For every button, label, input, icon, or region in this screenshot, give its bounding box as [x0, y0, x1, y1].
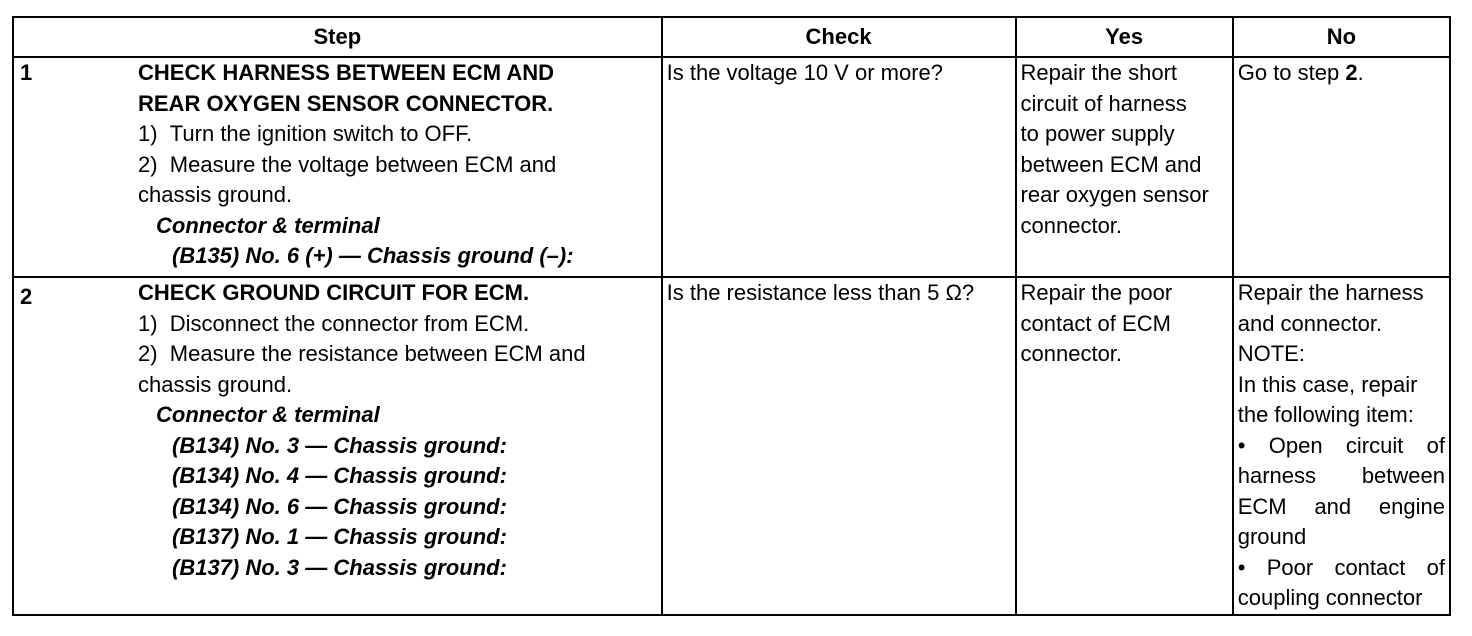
terminal-item: (B134) No. 4 — Chassis ground: [172, 463, 507, 488]
check-question: Is the resistance less than 5 Ω? [666, 280, 975, 305]
yes-cell [1016, 277, 1233, 615]
no-line: coupling connector [1237, 585, 1423, 610]
terminal-item: (B137) No. 1 — Chassis ground: [172, 524, 507, 549]
terminal-item: (B134) No. 6 — Chassis ground: [172, 493, 507, 519]
no-line: ECM and engine [1237, 493, 1445, 519]
no-line: • Poor contact of [1237, 554, 1445, 580]
yes-line: Repair the short [1020, 60, 1178, 85]
note-label: NOTE: [1237, 341, 1305, 366]
table-row [13, 57, 1450, 277]
no-line: Repair the harness [1237, 280, 1424, 305]
check-cell [662, 277, 1016, 615]
no-line: and connector. [1237, 310, 1383, 336]
no-line: ground [1237, 524, 1307, 549]
no-prefix: Go to step [1237, 60, 1346, 85]
header-check: Check [662, 17, 1016, 57]
no-text [1238, 58, 1445, 89]
step-cell [13, 57, 662, 277]
yes-line: rear oxygen sensor [1020, 182, 1209, 207]
header-no: No [1233, 17, 1450, 57]
instruction: 2) Measure the voltage between ECM and [138, 151, 557, 177]
terminal-item: (B135) No. 6 (+) — Chassis ground (–): [172, 243, 574, 268]
instruction: chassis ground. [138, 182, 293, 207]
header-step: Step [13, 17, 662, 57]
step-number: 2 [20, 284, 33, 309]
instruction: 2) Measure the resistance between ECM and [138, 341, 586, 366]
step-title: REAR OXYGEN SENSOR CONNECTOR. [138, 90, 554, 116]
table-row [13, 277, 1450, 615]
step-number: 1 [20, 60, 33, 85]
no-line: harness between [1237, 463, 1445, 488]
instruction: chassis ground. [138, 371, 293, 397]
connector-label: Connector & terminal [156, 212, 380, 238]
no-line: the following item: [1237, 402, 1414, 427]
no-cell [1233, 57, 1450, 277]
yes-line: connector. [1020, 341, 1123, 366]
header-row [13, 17, 1450, 57]
yes-line: Repair the poor [1020, 280, 1173, 305]
terminal-item: (B137) No. 3 — Chassis ground: [172, 554, 507, 580]
yes-line: between ECM and [1020, 151, 1202, 177]
instruction: 1) Turn the ignition switch to OFF. [138, 121, 473, 146]
instruction: 1) Disconnect the connector from ECM. [138, 310, 530, 336]
no-line: In this case, repair [1237, 371, 1418, 397]
yes-line: connector. [1020, 212, 1123, 238]
diagnostic-table [12, 16, 1451, 616]
check-question: Is the voltage 10 V or more? [666, 60, 943, 85]
no-suffix: . [1357, 60, 1364, 85]
no-cell [1233, 277, 1450, 615]
step-cell [13, 277, 662, 615]
check-cell [662, 57, 1016, 277]
yes-line: contact of ECM [1020, 310, 1171, 336]
yes-line: to power supply [1020, 121, 1175, 146]
yes-cell [1016, 57, 1233, 277]
step-title: CHECK GROUND CIRCUIT FOR ECM. [138, 280, 530, 305]
terminal-item: (B134) No. 3 — Chassis ground: [172, 432, 507, 458]
next-step-number: 2 [1345, 60, 1358, 85]
no-line: • Open circuit of [1237, 432, 1445, 458]
yes-line: circuit of harness [1020, 90, 1187, 116]
step-title: CHECK HARNESS BETWEEN ECM AND [138, 60, 554, 85]
connector-label: Connector & terminal [156, 402, 380, 427]
header-yes: Yes [1016, 17, 1233, 57]
